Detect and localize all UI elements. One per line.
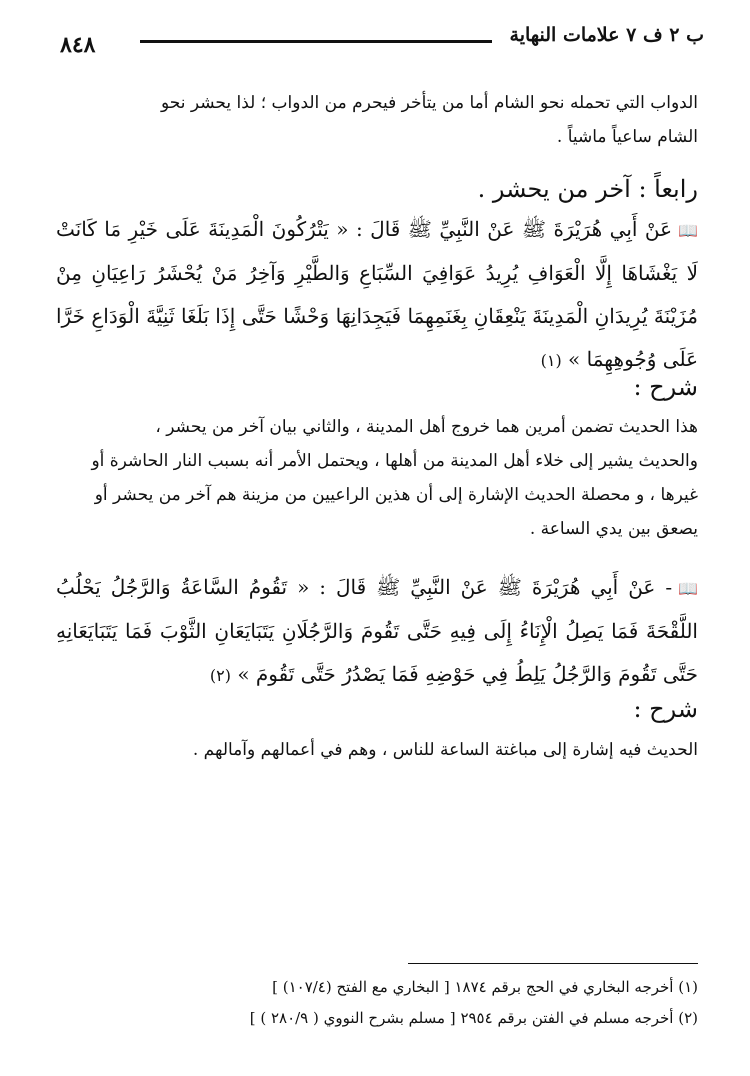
text-line: الدواب التي تحمله نحو الشام أما من يتأخر فيحرم من الدواب ؛ لذا يحشر نحو — [160, 93, 698, 113]
footnote: (٢) أخرجه مسلم في الفتن برقم ٢٩٥٤ [ مسلم بشرح النووي ( ٢٨٠/٩ ) ] — [249, 1009, 698, 1027]
footnotes — [180, 972, 698, 1034]
page-number: ٨٤٨ — [60, 32, 96, 58]
text-line: يصعق بين يدي الساعة . — [529, 519, 698, 539]
text-line: الشام ساعياً ماشياً . — [556, 127, 698, 147]
hadith-text: عَنْ أَبِي هُرَيْرَةَ ﷺ عَنْ النَّبِيِّ ﷺ قَالَ : « يَتْرُكُونَ الْمَدِينَةَ عَلَى خَيْرِ مَا كَانَتْ لَا يَغْشَاهَا إِلَّا الْعَوَافِ يُرِيدُ عَوَافِيَ السِّبَاعِ وَالطَّيْرِ وَآخِرُ مَنْ يُحْشَرُ رَاعِيَانِ مِنْ مُزَيْنَةَ يُرِيدَانِ الْمَدِينَةَ يَنْعِقَانِ بِغَنَمِهِمَا فَيَجِدَانِهَا وَحْشًا حَتَّى إِذَا بَلَغَا ثَنِيَّةَ الْوَدَاعِ خَرَّا عَلَى وُجُوهِهِمَا » — [56, 217, 698, 371]
sharh-heading: شرح : — [633, 373, 698, 401]
sharh-paragraph — [56, 410, 698, 546]
footnote-rule — [408, 963, 698, 964]
book-icon: 📖 — [678, 221, 698, 240]
header-rule — [140, 40, 492, 43]
book-icon: 📖 — [678, 579, 698, 598]
page-header — [48, 14, 704, 58]
continuation-paragraph — [56, 86, 698, 154]
text-line: والحديث يشير إلى خلاء أهل المدينة من أهلها ، ويحتمل الأمر أنه بسبب النار الحاشرة أو — [91, 451, 698, 471]
footnote: (١) أخرجه البخاري في الحج برقم ١٨٧٤ [ البخاري مع الفتح (١٠٧/٤) ] — [272, 978, 698, 996]
hadith-2 — [56, 566, 698, 697]
section-heading: رابعاً : آخر من يحشر . — [477, 175, 698, 203]
running-title: ب ٢ ف ٧ علامات النهاية — [509, 24, 704, 46]
hadith-1 — [56, 208, 698, 382]
text-line: هذا الحديث تضمن أمرين هما خروج أهل المدينة ، والثاني بيان آخر من يحشر ، — [155, 417, 698, 437]
sharh-heading: شرح : — [633, 695, 698, 723]
footnote-ref: (١) — [540, 351, 562, 370]
text-line: غيرها ، و محصلة الحديث الإشارة إلى أن هذين الراعيين من مزينة هم آخر من يحشر أو — [94, 485, 698, 505]
sharh-paragraph — [56, 733, 698, 767]
text-line: الحديث فيه إشارة إلى مباغتة الساعة للناس ، وهم في أعمالهم وآمالهم . — [192, 740, 698, 760]
footnote-ref: (٢) — [209, 666, 231, 685]
hadith-text: - عَنْ أَبِي هُرَيْرَةَ ﷺ عَنْ النَّبِيِّ ﷺ قَالَ : « تَقُومُ السَّاعَةُ وَالرَّجُلُ يَحْلُبُ اللَّقْحَةَ فَمَا يَصِلُ الْإِنَاءُ إِلَى فِيهِ حَتَّى تَقُومَ وَالرَّجُلَانِ يَتَبَايَعَانِ الثَّوْبَ فَمَا يَتَبَايَعَانِهِ حَتَّى تَقُومَ وَالرَّجُلُ يَلِطُ فِي حَوْضِهِ فَمَا يَصْدُرُ حَتَّى تَقُومَ » — [56, 575, 698, 686]
